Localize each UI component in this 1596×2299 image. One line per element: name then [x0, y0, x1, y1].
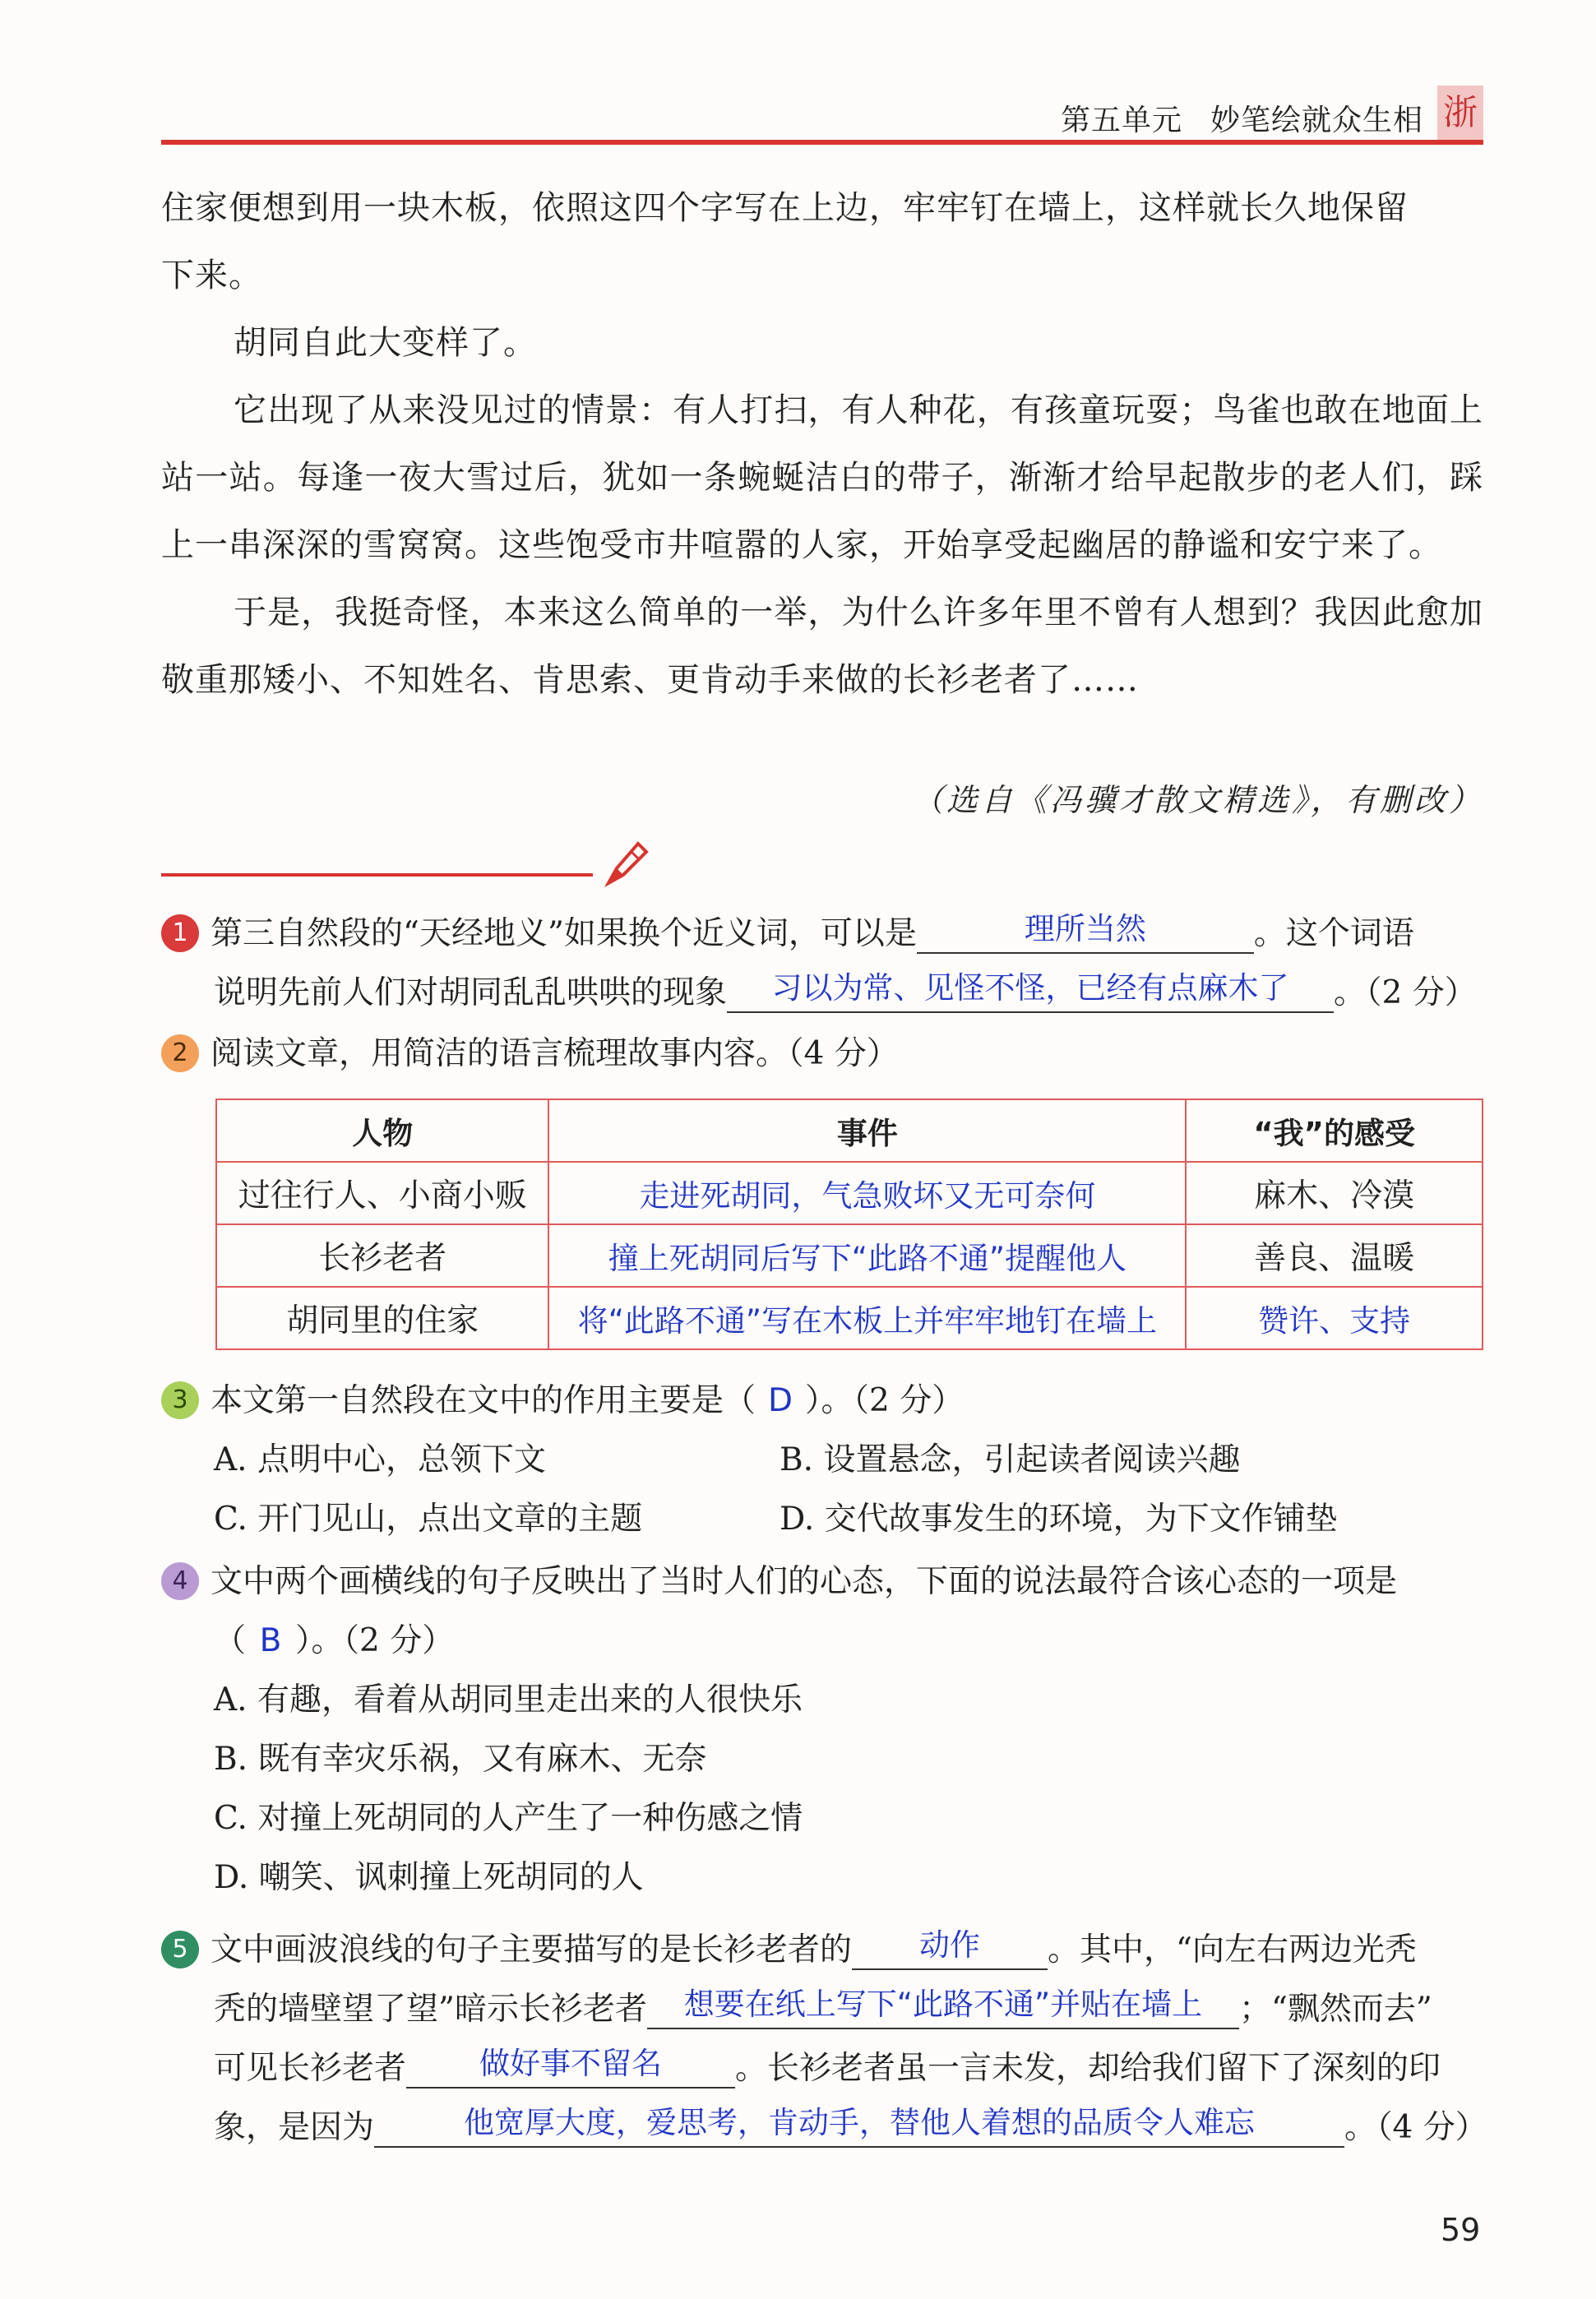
story-table: [215, 1099, 1483, 1350]
unit-title: 妙笔绘就众生相: [1210, 104, 1424, 137]
option-4c: C. 对撞上死胡同的人产生了一种伤感之情: [214, 1800, 803, 1837]
table-cell-person: 长衫老者: [216, 1224, 548, 1287]
question-1: 1 第三自然段的“天经地义”如果换个近义词，可以是 理所当然 。这个词语 说明先前人们对胡同乱乱哄哄的现象 习以为常、见怪不怪，已经有点麻木了 。（2 分）: [161, 904, 1485, 1023]
option-4b: B. 既有幸灾乐祸，又有麻木、无奈: [214, 1741, 707, 1778]
table-cell-feeling-answer[interactable]: 赞许、支持: [1186, 1287, 1483, 1349]
table-header-row: [216, 1099, 1483, 1162]
province-badge: 浙: [1437, 86, 1483, 140]
passage-paragraph-3: 它出现了从来没见过的情景：有人打扫，有人种花，有孩童玩耍；鸟雀也敢在地面上站一站。每逢一夜大雪过后，犹如一条蜿蜒洁白的带子，渐渐才给早起散步的老人们，踩上一串深深的雪窝窝。这些饱受市井喧嚣的人家，开始享受起幽居的静谧和安宁来了。: [161, 391, 1483, 564]
passage-paragraph-1: 住家便想到用一块木板，依照这四个字写在上边，牢牢钉在墙上，这样就长久地保留: [161, 189, 1409, 227]
table-header-event: 事件: [548, 1099, 1186, 1162]
table-header-feeling: “我”的感受: [1186, 1099, 1483, 1162]
question-5: 5 文中画波浪线的句子主要描写的是长衫老者的 动作 。其中，“向左右两边光秃 秃的墙壁望了望”暗示长衫老者 想要在纸上写下“此路不通”并贴在墙上 ；“飘然而去” 可见长衫老者 做好事不留名 。长衫老者虽一言未发，却给我们留下了深刻的印 象，是因为 他宽厚大度，爱思考，肯动手，替他人着想的品质令人难忘 。（4 分）: [161, 1921, 1485, 2158]
table-cell-event-answer[interactable]: 走进死胡同，气急败坏又无可奈何: [548, 1162, 1186, 1224]
table-cell-feeling: 善良、温暖: [1186, 1224, 1483, 1287]
answer-blank-1b[interactable]: 习以为常、见怪不怪，已经有点麻木了: [727, 965, 1334, 1013]
answer-blank-5a[interactable]: 动作: [852, 1922, 1048, 1970]
option-3d: D. 交代故事发生的环境，为下文作铺垫: [779, 1501, 1338, 1538]
answer-choice-3[interactable]: D: [768, 1382, 793, 1419]
unit-label: 第五单元: [1061, 104, 1183, 137]
answer-blank-5c[interactable]: 做好事不留名: [406, 2041, 735, 2089]
question-3: 3 本文第一自然段在文中的作用主要是（ D ）。（2 分） A. 点明中心，总领下文 B. 设置悬念，引起读者阅读兴趣 C. 开门见山，点出文章的主题 D. 交代故事发生的环境，为下文作铺垫: [161, 1372, 1485, 1549]
table-row: [216, 1162, 1483, 1224]
header-rule: [161, 140, 1483, 145]
pen-icon: [599, 835, 656, 893]
table-cell-event-answer[interactable]: 撞上死胡同后写下“此路不通”提醒他人: [548, 1224, 1186, 1287]
option-3c: C. 开门见山，点出文章的主题: [214, 1501, 643, 1538]
answer-blank-1a[interactable]: 理所当然: [917, 906, 1254, 954]
question-4: 4 文中两个画横线的句子反映出了当时人们的心态，下面的说法最符合该心态的一项是 （ B ）。（2 分） A. 有趣，看着从胡同里走出来的人很快乐 B. 既有幸灾乐祸，又有麻木、无奈 C. 对撞上死胡同的人产生了一种伤感之情 D. 嘲笑、讽刺撞上死胡同的人: [161, 1552, 1485, 1908]
option-3a: A. 点明中心，总领下文: [214, 1441, 546, 1478]
table-cell-person: 胡同里的住家: [216, 1287, 548, 1349]
page-number: 59: [1441, 2212, 1481, 2248]
passage-source: （选自《冯骥才散文精选》，有删改）: [911, 782, 1483, 818]
table-header-person: 人物: [216, 1099, 548, 1162]
option-4a: A. 有趣，看着从胡同里走出来的人很快乐: [214, 1681, 803, 1718]
table-row: [216, 1224, 1483, 1287]
question-2: 2 阅读文章，用简洁的语言梳理故事内容。（4 分）: [161, 1025, 1485, 1084]
option-3b: B. 设置悬念，引起读者阅读兴趣: [779, 1441, 1241, 1478]
question-number-1: 1: [161, 914, 199, 952]
table-cell-person: 过往行人、小商小贩: [216, 1162, 548, 1224]
table-cell-event-answer[interactable]: 将“此路不通”写在木板上并牢牢地钉在墙上: [548, 1287, 1186, 1349]
reading-passage: [161, 174, 1483, 714]
answer-blank-5b[interactable]: 想要在纸上写下“此路不通”并贴在墙上: [647, 1982, 1239, 2029]
table-cell-feeling: 麻木、冷漠: [1186, 1162, 1483, 1224]
section-divider: [161, 873, 593, 877]
answer-choice-4[interactable]: B: [259, 1622, 282, 1659]
passage-paragraph-4: 于是，我挺奇怪，本来这么简单的一举，为什么许多年里不曾有人想到？我因此愈加敬重那矮小、不知姓名、肯思索、更肯动手来做的长衫老者了……: [161, 594, 1483, 699]
option-4d: D. 嘲笑、讽刺撞上死胡同的人: [214, 1859, 644, 1896]
passage-paragraph-1-end: 下来。: [161, 257, 262, 294]
question-number-5: 5: [161, 1931, 199, 1968]
question-number-4: 4: [161, 1562, 199, 1600]
passage-paragraph-2: 胡同自此大变样了。: [234, 324, 537, 362]
table-row: [216, 1287, 1483, 1349]
page-header: [1061, 97, 1423, 139]
question-number-3: 3: [161, 1381, 199, 1419]
question-number-2: 2: [161, 1034, 199, 1072]
answer-blank-5d[interactable]: 他宽厚大度，爱思考，肯动手，替他人着想的品质令人难忘: [374, 2100, 1344, 2148]
